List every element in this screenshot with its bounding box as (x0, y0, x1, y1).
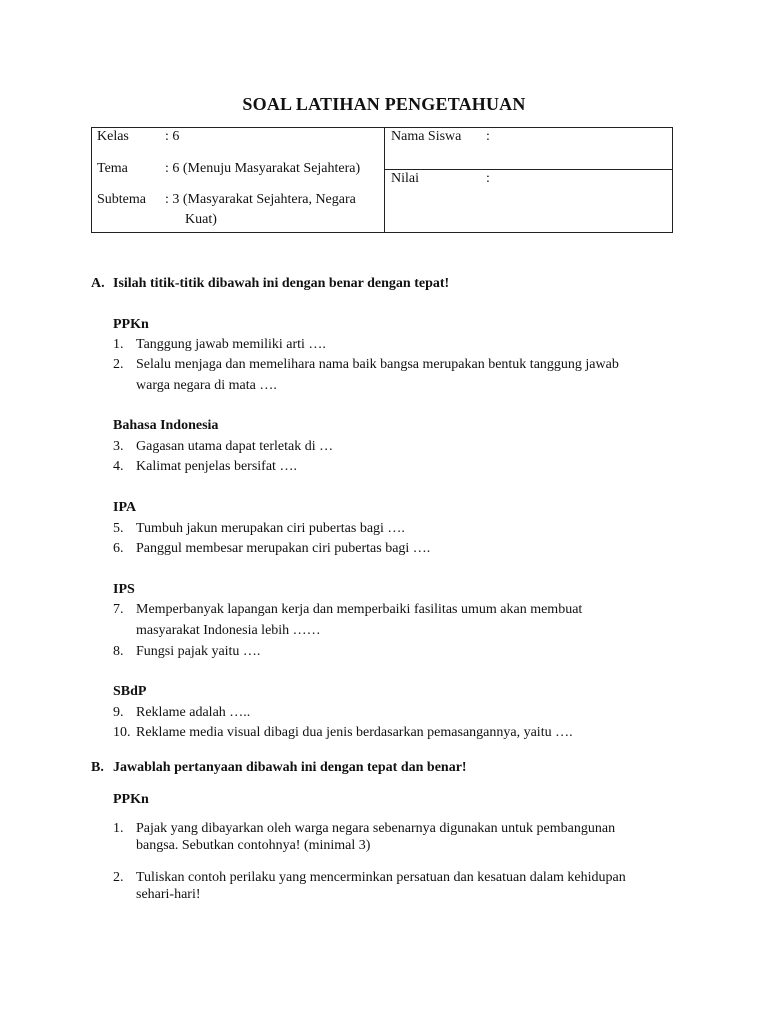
subtema-value-cont: Kuat) (185, 212, 217, 227)
question-number: 3. (113, 439, 124, 454)
subject-sbdp: SBdP (113, 684, 147, 699)
subject-ips: IPS (113, 582, 135, 597)
subject-bahasa-indonesia: Bahasa Indonesia (113, 418, 219, 433)
nilai-cell (385, 170, 673, 233)
page-title: SOAL LATIHAN PENGETAHUAN (242, 94, 526, 114)
question-text: Gagasan utama dapat terletak di … (136, 439, 334, 454)
question-text: Tanggung jawab memiliki arti …. (136, 337, 326, 352)
question-text: Fungsi pajak yaitu …. (136, 644, 261, 659)
question-number: 8. (113, 644, 124, 659)
question-text: Selalu menjaga dan memelihara nama baik bangsa merupakan bentuk tanggung jawab (136, 357, 619, 372)
question-text: warga negara di mata …. (136, 378, 277, 393)
kelas-label: Kelas (97, 129, 129, 144)
subject-ppkn-b: PPKn (113, 792, 149, 807)
question-number: 2. (113, 870, 124, 885)
question-text: Tumbuh jakun merupakan ciri pubertas bagi …. (136, 521, 405, 536)
nilai-colon: : (486, 171, 490, 187)
question-number: 10. (113, 725, 131, 740)
kelas-value: : 6 (165, 129, 180, 144)
question-text: Kalimat penjelas bersifat …. (136, 459, 297, 474)
nama-siswa-label: Nama Siswa (391, 129, 462, 144)
nama-siswa-cell (385, 128, 673, 170)
subtema-row (92, 192, 384, 212)
question-number: 4. (113, 459, 124, 474)
question-number: 1. (113, 821, 124, 836)
question-text: sehari-hari! (136, 887, 201, 902)
question-text: Panggul membesar merupakan ciri pubertas bagi …. (136, 541, 431, 556)
section-a-heading (91, 276, 449, 292)
class-info-cell (92, 128, 385, 233)
section-b-marker: B. (91, 760, 104, 775)
question-number: 1. (113, 337, 124, 352)
section-a-instruction: Isilah titik-titik dibawah ini dengan benar dengan tepat! (113, 276, 450, 291)
subtema-label: Subtema (97, 192, 146, 207)
question-text: Pajak yang dibayarkan oleh warga negara sebenarnya digunakan untuk pembangunan (136, 821, 616, 836)
section-b-heading (91, 760, 467, 776)
subtema-row-cont (92, 212, 384, 232)
question-text: Tuliskan contoh perilaku yang mencerminkan persatuan dan kesatuan dalam kehidupan (136, 870, 626, 885)
question-number: 6. (113, 541, 124, 556)
question-text: bangsa. Sebutkan contohnya! (minimal 3) (136, 838, 371, 853)
question-number: 9. (113, 705, 124, 720)
section-b-instruction: Jawablah pertanyaan dibawah ini dengan tepat dan benar! (113, 760, 467, 775)
tema-label: Tema (97, 161, 128, 176)
section-a-marker: A. (91, 276, 105, 291)
tema-value: : 6 (Menuju Masyarakat Sejahtera) (165, 161, 361, 176)
nama-siswa-colon: : (486, 129, 490, 144)
question-number: 5. (113, 521, 124, 536)
subject-ppkn-a: PPKn (113, 317, 149, 332)
nilai-label: Nilai (391, 171, 419, 187)
kelas-row (92, 129, 384, 149)
question-number: 2. (113, 357, 124, 372)
student-info-table (91, 127, 673, 233)
question-number: 7. (113, 602, 124, 617)
question-text: masyarakat Indonesia lebih …… (136, 623, 321, 638)
question-text: Reklame media visual dibagi dua jenis berdasarkan pemasangannya, yaitu …. (136, 725, 573, 740)
subject-ipa: IPA (113, 500, 137, 515)
question-text: Memperbanyak lapangan kerja dan memperbaiki fasilitas umum akan membuat (136, 602, 583, 617)
subtema-value: : 3 (Masyarakat Sejahtera, Negara (165, 192, 356, 207)
question-text: Reklame adalah ….. (136, 705, 251, 720)
tema-row (92, 161, 384, 181)
